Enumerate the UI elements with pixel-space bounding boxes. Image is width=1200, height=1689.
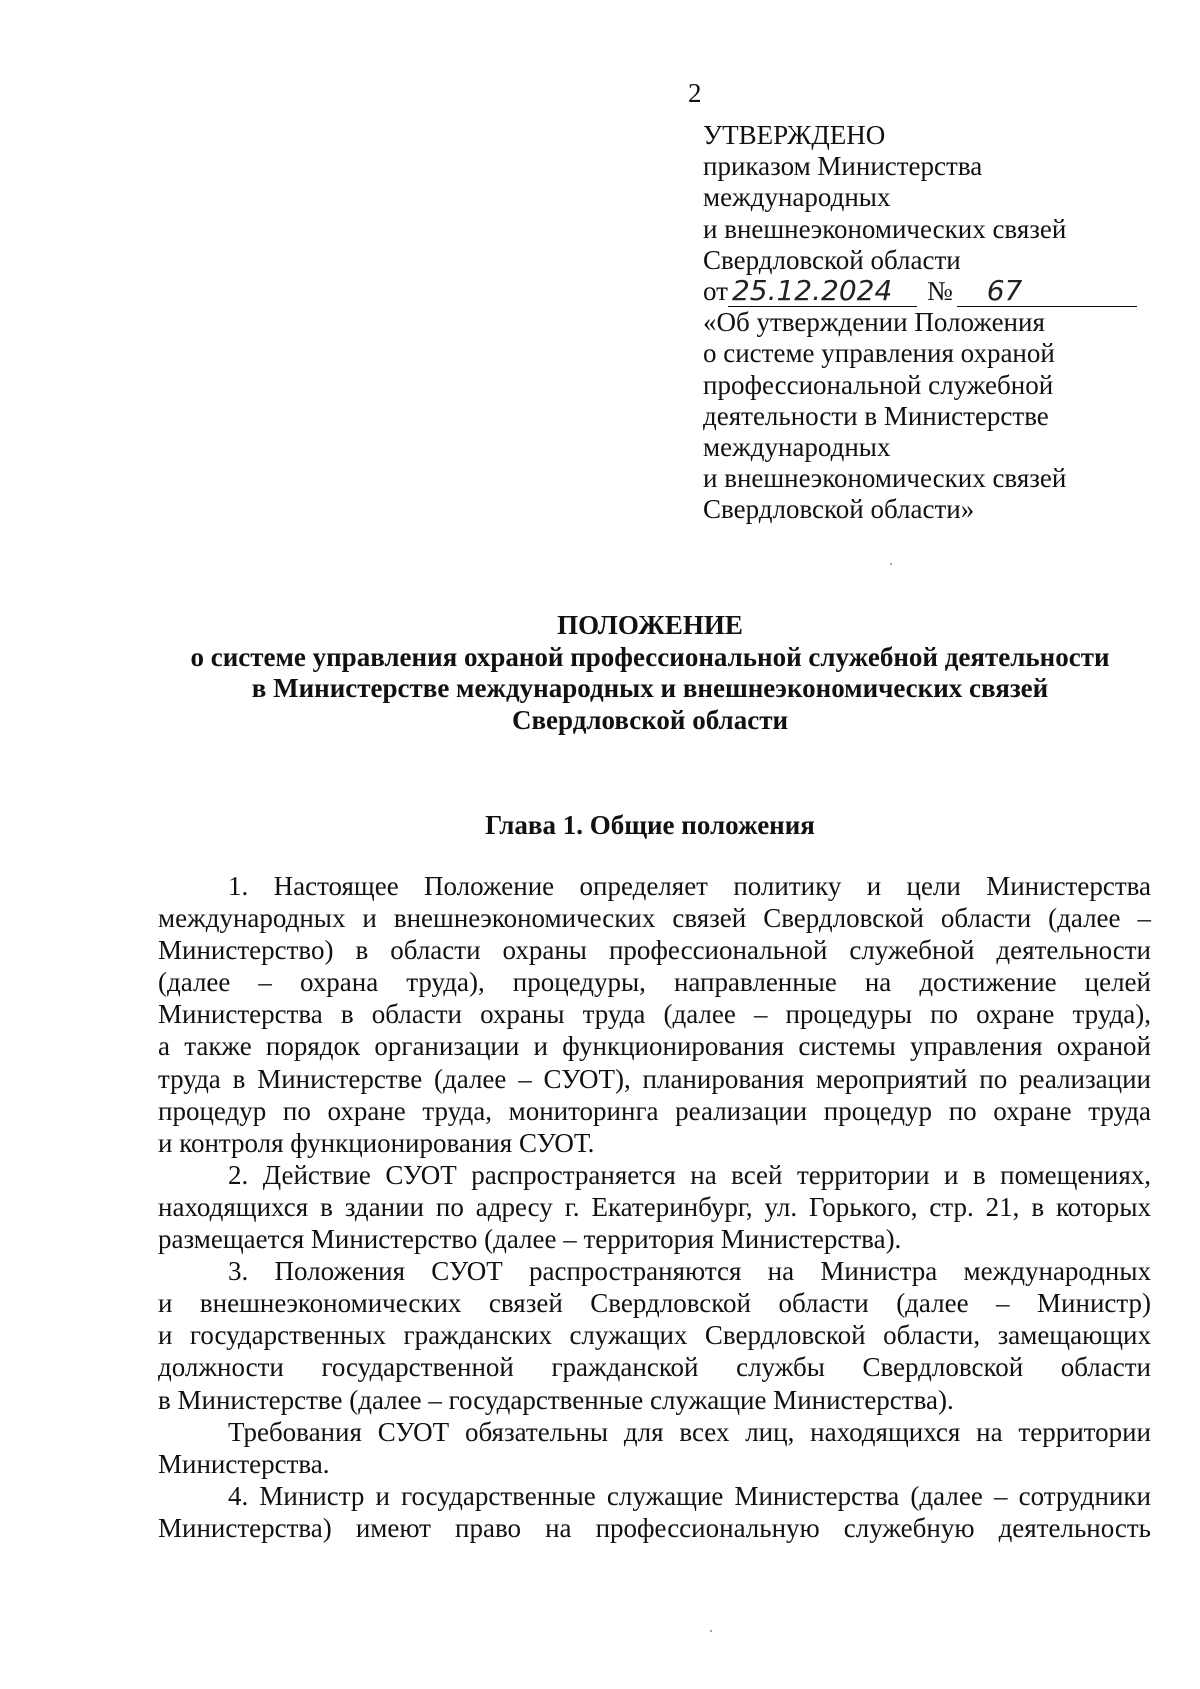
handwritten-number: 67: [957, 276, 1137, 307]
document-title: [130, 610, 1170, 736]
title-line: Свердловской области: [511, 704, 789, 735]
paragraph-1: [158, 870, 1151, 1159]
approval-stamp: [703, 120, 1143, 526]
text-line: в Министерстве (далее – государственные служащие Министерства).: [158, 1384, 954, 1415]
text-line: 4. Министр и государственные служащие Министерства (далее – сотрудники: [228, 1480, 1151, 1511]
scan-speck: [710, 1630, 712, 1632]
text-line: Министерства в области охраны труда (далее – процедуры по охране труда),: [158, 999, 1151, 1030]
text-line: и контроля функционирования СУОТ.: [158, 1127, 595, 1158]
scan-speck: [890, 563, 892, 565]
text-line: Министерства) имеют право на профессиональную служебную деятельность: [158, 1512, 1151, 1543]
approval-line: международных: [703, 182, 891, 213]
date-prefix: от: [703, 276, 728, 307]
paragraph-3: [158, 1255, 1151, 1415]
text-line: размещается Министерство (далее – территория Министерства).: [158, 1224, 902, 1255]
subject-line: деятельности в Министерстве: [703, 400, 1049, 431]
text-line: и внешнеэкономических связей Свердловской области (далее – Министр): [158, 1288, 1151, 1319]
subject-line: «Об утверждении Положения: [703, 307, 1045, 338]
title-line: в Министерстве международных и внешнеэкономических связей: [251, 673, 1049, 703]
chapter-title: Глава 1. Общие положения: [485, 810, 815, 840]
text-line: 1. Настоящее Положение определяет политику и цели Министерства: [228, 871, 1151, 901]
subject-line: международных: [703, 432, 891, 463]
document-body: [158, 870, 1151, 1544]
paragraph-3-requirements: [158, 1416, 1151, 1480]
number-sign: №: [926, 276, 953, 307]
title-line: о системе управления охраной профессиональной служебной деятельности: [190, 641, 1110, 672]
paragraph-2: [158, 1159, 1151, 1255]
text-line: Министерства.: [158, 1448, 330, 1479]
text-line: находящихся в здании по адресу г. Екатеринбург, ул. Горького, стр. 21, в которых: [158, 1191, 1151, 1222]
text-line: а также порядок организации и функционирования системы управления охраной: [158, 1031, 1151, 1062]
text-line: 3. Положения СУОТ распространяются на Министра международных: [228, 1256, 1151, 1287]
subject-line: Свердловской области»: [703, 494, 975, 525]
approval-line: приказом Министерства: [703, 151, 983, 182]
paragraph-4: [158, 1480, 1151, 1544]
page-number: 2: [688, 78, 702, 108]
approval-line: Свердловской области: [703, 244, 961, 275]
text-line: труда в Министерстве (далее – СУОТ), планирования мероприятий по реализации: [158, 1063, 1151, 1094]
order-date-number-line: [703, 276, 1143, 307]
text-line: Требования СУОТ обязательны для всех лиц, находящихся на территории: [228, 1416, 1151, 1447]
title-line: ПОЛОЖЕНИЕ: [557, 610, 743, 640]
text-line: 2. Действие СУОТ распространяется на всей территории и в помещениях,: [228, 1159, 1151, 1190]
approval-line: и внешнеэкономических связей: [703, 213, 1067, 244]
subject-line: о системе управления охраной: [703, 338, 1055, 369]
text-line: должности государственной гражданской службы Свердловской области: [158, 1352, 1151, 1383]
text-line: и государственных гражданских служащих Свердловской области, замещающих: [158, 1320, 1151, 1351]
handwritten-date: 25.12.2024: [728, 276, 917, 307]
subject-line: и внешнеэкономических связей: [703, 463, 1067, 494]
text-line: Министерство) в области охраны профессиональной служебной деятельности: [158, 935, 1151, 966]
subject-line: профессиональной служебной: [703, 369, 1054, 400]
text-line: процедур по охране труда, мониторинга реализации процедур по охране труда: [158, 1095, 1151, 1126]
approval-line: УТВЕРЖДЕНО: [703, 120, 886, 150]
text-line: международных и внешнеэкономических связей Свердловской области (далее –: [158, 903, 1151, 934]
text-line: (далее – охрана труда), процедуры, направленные на достижение целей: [158, 967, 1151, 998]
